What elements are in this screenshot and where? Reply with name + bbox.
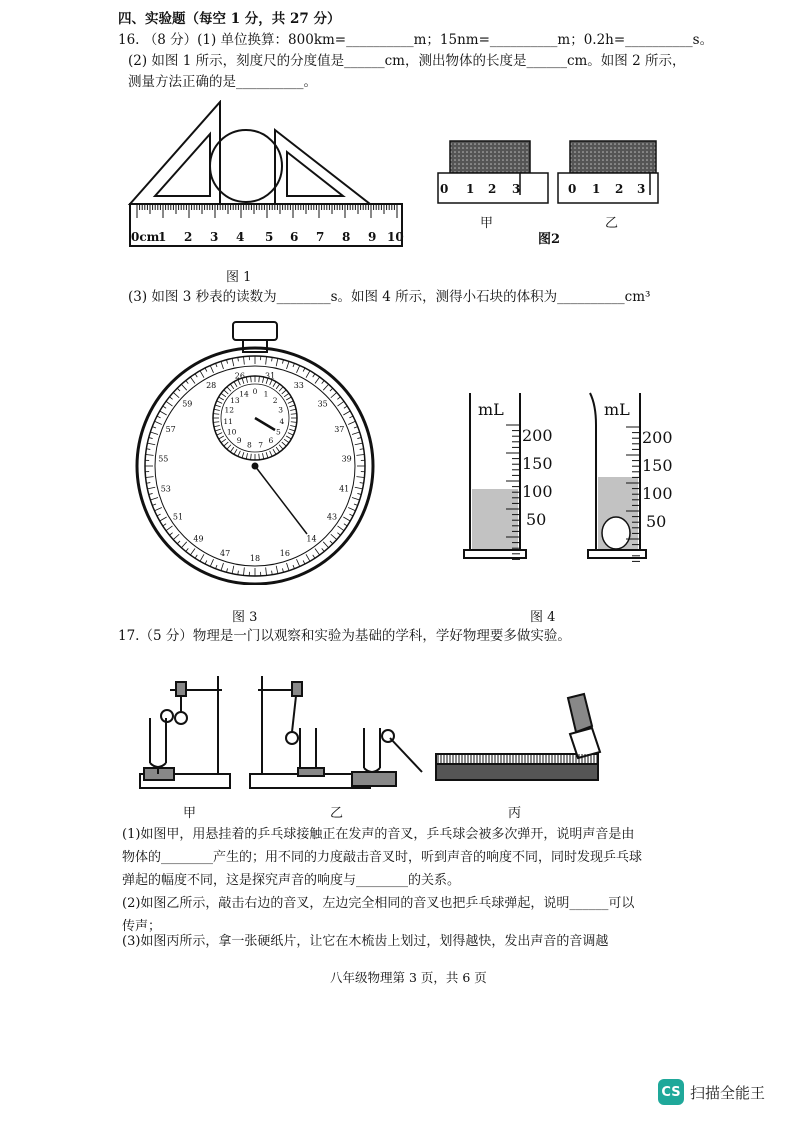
tick-mark: [338, 526, 344, 531]
tick-mark: [152, 504, 156, 505]
tick-mark: [259, 376, 260, 382]
tick-mark: [160, 411, 167, 415]
tick-mark: [331, 392, 337, 397]
tick-mark: [210, 559, 213, 566]
figure-4-caption: 图 4: [530, 610, 556, 625]
fig2-ruler-label: 0: [440, 182, 449, 196]
tick-mark: [173, 392, 179, 397]
stopwatch-outer-label: 16: [279, 549, 290, 558]
tick-mark: [266, 452, 268, 458]
tick-mark: [270, 380, 272, 385]
fig2-ruler-label: 0: [568, 182, 577, 196]
stopwatch-outer-label: 47: [220, 549, 231, 558]
camscanner-text: 扫描全能王: [690, 1083, 766, 1102]
tick-mark: [251, 376, 252, 382]
tick-mark: [217, 401, 222, 403]
tick-mark: [149, 438, 153, 439]
tick-mark: [276, 566, 278, 574]
tick-mark: [296, 366, 299, 373]
stopwatch-inner-label: 1: [263, 389, 269, 399]
stopwatch-inner-label: 12: [224, 405, 235, 415]
tick-mark: [330, 541, 333, 544]
tick-mark: [303, 560, 305, 564]
tick-mark: [215, 429, 221, 431]
stopwatch-inner-label: 2: [272, 395, 278, 405]
figure-2-block-measurement: [430, 135, 670, 245]
tick-mark: [157, 514, 161, 516]
tick-mark: [177, 541, 180, 544]
cyl-scale-label: 200: [522, 426, 553, 445]
tick-mark: [166, 526, 172, 531]
stopwatch-inner-label: 3: [278, 405, 284, 415]
tick-mark: [348, 421, 355, 424]
tick-mark: [352, 432, 360, 434]
tick-mark: [287, 361, 289, 369]
q17-label-jia: 甲: [183, 806, 197, 821]
ruler-label: 5: [265, 230, 274, 244]
tick-mark: [244, 357, 245, 365]
fig2-ruler-label: 2: [488, 182, 497, 196]
tick-mark: [356, 477, 364, 478]
tick-mark: [242, 452, 244, 458]
tick-mark: [276, 384, 280, 389]
stopwatch-outer-label: 59: [182, 399, 193, 409]
ruler-label: 3: [210, 230, 219, 244]
q17-p3: (3)如图丙所示，拿一张硬纸片，让它在木梳齿上划过，划得越快，发出声音的音调越: [122, 934, 609, 949]
tick-mark: [181, 384, 186, 390]
tick-mark: [150, 432, 158, 434]
tick-mark: [149, 493, 153, 494]
fig2-ruler-label: 1: [466, 182, 475, 196]
cyl-scale-label: 150: [642, 456, 673, 475]
tick-mark: [352, 498, 360, 500]
tick-mark: [246, 453, 247, 459]
stopwatch-outer-label: 55: [158, 454, 169, 464]
tick-mark: [291, 414, 297, 415]
stopwatch-outer-label: 39: [341, 454, 352, 464]
stopwatch-outer-label: 57: [165, 425, 176, 434]
ruler-label: 2: [184, 230, 193, 244]
tick-mark: [234, 449, 237, 454]
q17-label-yi: 乙: [330, 806, 344, 821]
tick-mark: [152, 427, 156, 428]
tick-mark: [230, 384, 234, 389]
tick-mark: [288, 433, 293, 435]
tick-mark: [238, 451, 240, 456]
tick-mark: [224, 390, 228, 394]
stopwatch-inner-label: 4: [279, 416, 285, 426]
tick-mark: [290, 425, 296, 426]
tick-mark: [216, 565, 217, 569]
figure-3-stopwatch: [125, 320, 385, 585]
tick-mark: [343, 411, 350, 415]
cyl-scale-label: 50: [526, 510, 547, 529]
stopwatch-inner-label: 0: [252, 387, 258, 396]
tick-mark: [200, 371, 204, 378]
stopwatch-inner-label: 5: [276, 427, 281, 437]
tick-mark: [219, 397, 224, 400]
tick-mark: [337, 397, 340, 400]
tick-mark: [289, 429, 295, 431]
tick-mark: [147, 487, 155, 489]
cyl-scale-label: 150: [522, 454, 553, 473]
tick-mark: [322, 381, 325, 384]
cyl-scale-label: 200: [642, 428, 673, 447]
tick-mark: [227, 387, 231, 391]
tick-mark: [155, 507, 162, 510]
tick-mark: [221, 361, 223, 369]
tick-mark: [286, 436, 291, 439]
tick-mark: [170, 533, 173, 536]
tick-mark: [323, 384, 328, 390]
tick-mark: [357, 493, 361, 494]
ruler-label: 10: [387, 230, 404, 244]
tick-mark: [190, 549, 195, 555]
tick-mark: [344, 524, 347, 526]
tick-mark: [227, 568, 228, 572]
tick-mark: [190, 377, 195, 383]
tick-mark: [349, 416, 353, 418]
q16-line4: (3) 如图 3 秒表的读数为________s。如图 4 所示，测得小石块的体积为__________cm³: [128, 289, 651, 305]
tick-mark: [266, 357, 267, 365]
tick-mark: [270, 451, 272, 456]
stopwatch-inner-label: 13: [230, 395, 240, 405]
q16-line2: (2) 如图 1 所示，刻度尺的分度值是______cm，测出物体的长度是______cm。如图 2 所示，: [128, 53, 686, 69]
tick-mark: [186, 548, 189, 551]
stopwatch-outer-label: 49: [193, 534, 204, 544]
stopwatch-outer-label: 37: [334, 425, 345, 434]
tick-mark: [147, 443, 155, 445]
tick-mark: [356, 455, 364, 456]
tick-mark: [282, 568, 283, 572]
tick-mark: [306, 371, 310, 378]
tick-mark: [354, 504, 358, 505]
tick-mark: [279, 445, 283, 449]
tick-mark: [290, 409, 296, 410]
fig2-ruler-label: 2: [615, 182, 624, 196]
fig2-ruler-label: 3: [512, 182, 521, 196]
stopwatch-inner-label: 7: [258, 440, 263, 450]
q17-p1b: 物体的________产生的；用不同的力度敲击音叉时，听到声音的响度不同，同时发现乒乓球: [122, 850, 643, 865]
q16-line3: 测量方法正确的是__________。: [128, 74, 317, 90]
tick-mark: [244, 567, 245, 575]
tick-mark: [221, 393, 226, 397]
tick-mark: [213, 414, 219, 415]
tick-mark: [284, 439, 289, 443]
tick-mark: [163, 406, 166, 408]
tick-mark: [313, 374, 315, 377]
stopwatch-inner-label: 11: [223, 416, 233, 426]
figure-4-graduated-cylinders: [460, 385, 690, 565]
ruler-label: 4: [236, 230, 245, 244]
tick-mark: [286, 397, 291, 400]
tick-mark: [166, 401, 172, 406]
tick-mark: [205, 560, 207, 564]
tick-mark: [282, 390, 286, 394]
stopwatch-outer-label: 51: [172, 512, 184, 522]
tick-mark: [221, 563, 223, 571]
tick-mark: [337, 533, 340, 536]
stopwatch-outer-label: 31: [265, 371, 276, 381]
tick-mark: [355, 443, 363, 445]
fig2-ruler-label: 3: [637, 182, 646, 196]
tick-mark: [289, 405, 295, 407]
tick-mark: [343, 517, 350, 521]
stopwatch-outer-label: 33: [293, 381, 304, 391]
tick-mark: [215, 405, 221, 407]
tick-mark: [315, 549, 320, 555]
tick-mark: [238, 380, 240, 385]
tick-mark: [291, 422, 297, 423]
figure-1-ruler-diagram: [125, 100, 415, 260]
q17-label-bing: 丙: [508, 806, 522, 821]
figure-q17-tuning-forks: [130, 668, 610, 798]
cyl-scale-label: 100: [642, 484, 673, 503]
tick-mark: [163, 524, 166, 526]
tick-mark: [266, 567, 267, 575]
stopwatch-inner-label: 10: [226, 427, 237, 437]
ruler-label: 7: [316, 230, 325, 244]
tick-mark: [160, 517, 167, 521]
ruler-label: 9: [368, 230, 377, 244]
tick-mark: [349, 514, 353, 516]
tick-mark: [186, 381, 189, 384]
figure-3-caption: 图 3: [232, 610, 258, 625]
tick-mark: [230, 447, 234, 452]
stopwatch-outer-label: 43: [326, 512, 338, 522]
section-title: 四、实验题（每空 1 分，共 27 分）: [118, 11, 341, 27]
tick-mark: [303, 368, 305, 372]
tick-mark: [276, 358, 278, 366]
tick-mark: [213, 422, 219, 423]
tick-mark: [227, 445, 231, 449]
tick-mark: [282, 442, 286, 446]
tick-mark: [355, 487, 363, 489]
tick-mark: [214, 409, 220, 410]
q17-p1c: 弹起的幅度不同，这是探究声音的响度与________的关系。: [122, 873, 461, 888]
tick-mark: [246, 377, 247, 383]
figure-2-caption: 图2: [538, 232, 561, 245]
stopwatch-inner-label: 6: [268, 435, 274, 445]
stopwatch-outer-label: 14: [306, 534, 317, 544]
stopwatch-outer-label: 28: [206, 381, 217, 391]
tick-mark: [227, 360, 228, 364]
stopwatch-outer-label: 41: [339, 484, 350, 494]
tick-mark: [155, 421, 162, 424]
tick-mark: [232, 566, 234, 574]
tick-mark: [296, 559, 299, 566]
tick-mark: [217, 433, 222, 435]
tick-mark: [344, 406, 347, 408]
tick-mark: [170, 397, 173, 400]
fig2-label-yi: 乙: [605, 216, 619, 231]
tick-mark: [338, 401, 344, 406]
tick-mark: [288, 401, 293, 403]
figure-1-caption: 图 1: [226, 270, 252, 285]
tick-mark: [354, 427, 358, 428]
stopwatch-outer-label: 53: [160, 484, 171, 494]
tick-mark: [282, 360, 283, 364]
scanner-watermark: [658, 1079, 765, 1105]
tick-mark: [157, 416, 161, 418]
ruler-label: 1: [158, 230, 167, 244]
tick-mark: [251, 454, 252, 460]
ruler-label: 6: [290, 230, 299, 244]
tick-mark: [210, 366, 213, 373]
tick-mark: [293, 363, 294, 367]
fig2-ruler-label: 1: [592, 182, 601, 196]
fig2-label-jia: 甲: [480, 216, 494, 231]
tick-mark: [195, 374, 197, 377]
tick-mark: [177, 388, 180, 391]
ruler-label: 0cm: [131, 230, 160, 244]
tick-mark: [234, 382, 237, 387]
tick-mark: [287, 563, 289, 571]
tick-mark: [150, 498, 158, 500]
tick-mark: [331, 534, 337, 539]
q17-p2b: 传声；: [122, 919, 162, 934]
stopwatch-inner-label: 14: [239, 389, 249, 399]
stopwatch-outer-label: 35: [317, 399, 328, 409]
tick-mark: [219, 436, 224, 439]
tick-mark: [262, 377, 263, 383]
tick-mark: [224, 442, 228, 446]
tick-mark: [276, 447, 280, 452]
tick-mark: [273, 449, 276, 454]
stopwatch-outer-label: 18: [249, 554, 261, 563]
cyl-unit-right: mL: [604, 400, 630, 419]
stopwatch-inner-label: 9: [236, 435, 242, 445]
tick-mark: [195, 555, 197, 558]
tick-mark: [216, 363, 217, 367]
tick-mark: [323, 542, 328, 548]
cyl-scale-label: 50: [646, 512, 667, 531]
tick-mark: [221, 439, 226, 443]
tick-mark: [330, 388, 333, 391]
tick-mark: [262, 453, 263, 459]
tick-mark: [322, 548, 325, 551]
camscanner-logo-icon: CS: [658, 1079, 684, 1105]
tick-mark: [205, 368, 207, 372]
q16-line1: 16. （8 分）(1) 单位换算：800km=__________m；15nm=__________m；0.2h=__________s。: [118, 32, 714, 48]
tick-mark: [315, 377, 320, 383]
tick-mark: [173, 534, 179, 539]
page-footer: 八年级物理第 3 页，共 6 页: [330, 970, 487, 985]
tick-mark: [306, 554, 310, 561]
cyl-unit-left: mL: [478, 400, 504, 419]
tick-mark: [200, 554, 204, 561]
tick-mark: [214, 425, 220, 426]
tick-mark: [146, 477, 154, 478]
stopwatch-inner-label: 8: [247, 440, 252, 450]
tick-mark: [357, 438, 361, 439]
q17-intro: 17.（5 分）物理是一门以观察和实验为基础的学科，学好物理要多做实验。: [118, 628, 571, 644]
tick-mark: [259, 454, 260, 460]
tick-mark: [284, 393, 289, 397]
cyl-scale-label: 100: [522, 482, 553, 501]
tick-mark: [181, 542, 186, 548]
tick-mark: [348, 507, 355, 510]
tick-mark: [146, 455, 154, 456]
q17-p2a: (2)如图乙所示，敲击右边的音叉，左边完全相同的音叉也把乒乓球弹起，说明______可以: [122, 896, 635, 911]
ruler-label: 8: [342, 230, 351, 244]
tick-mark: [273, 382, 276, 387]
q17-p1a: (1)如图甲，用悬挂着的乒乓球接触正在发声的音叉，乒乓球会被多次弹开，说明声音是由: [122, 827, 635, 842]
stopwatch-outer-label: 26: [234, 371, 245, 381]
tick-mark: [279, 387, 283, 391]
tick-mark: [313, 555, 315, 558]
tick-mark: [232, 358, 234, 366]
tick-mark: [293, 565, 294, 569]
